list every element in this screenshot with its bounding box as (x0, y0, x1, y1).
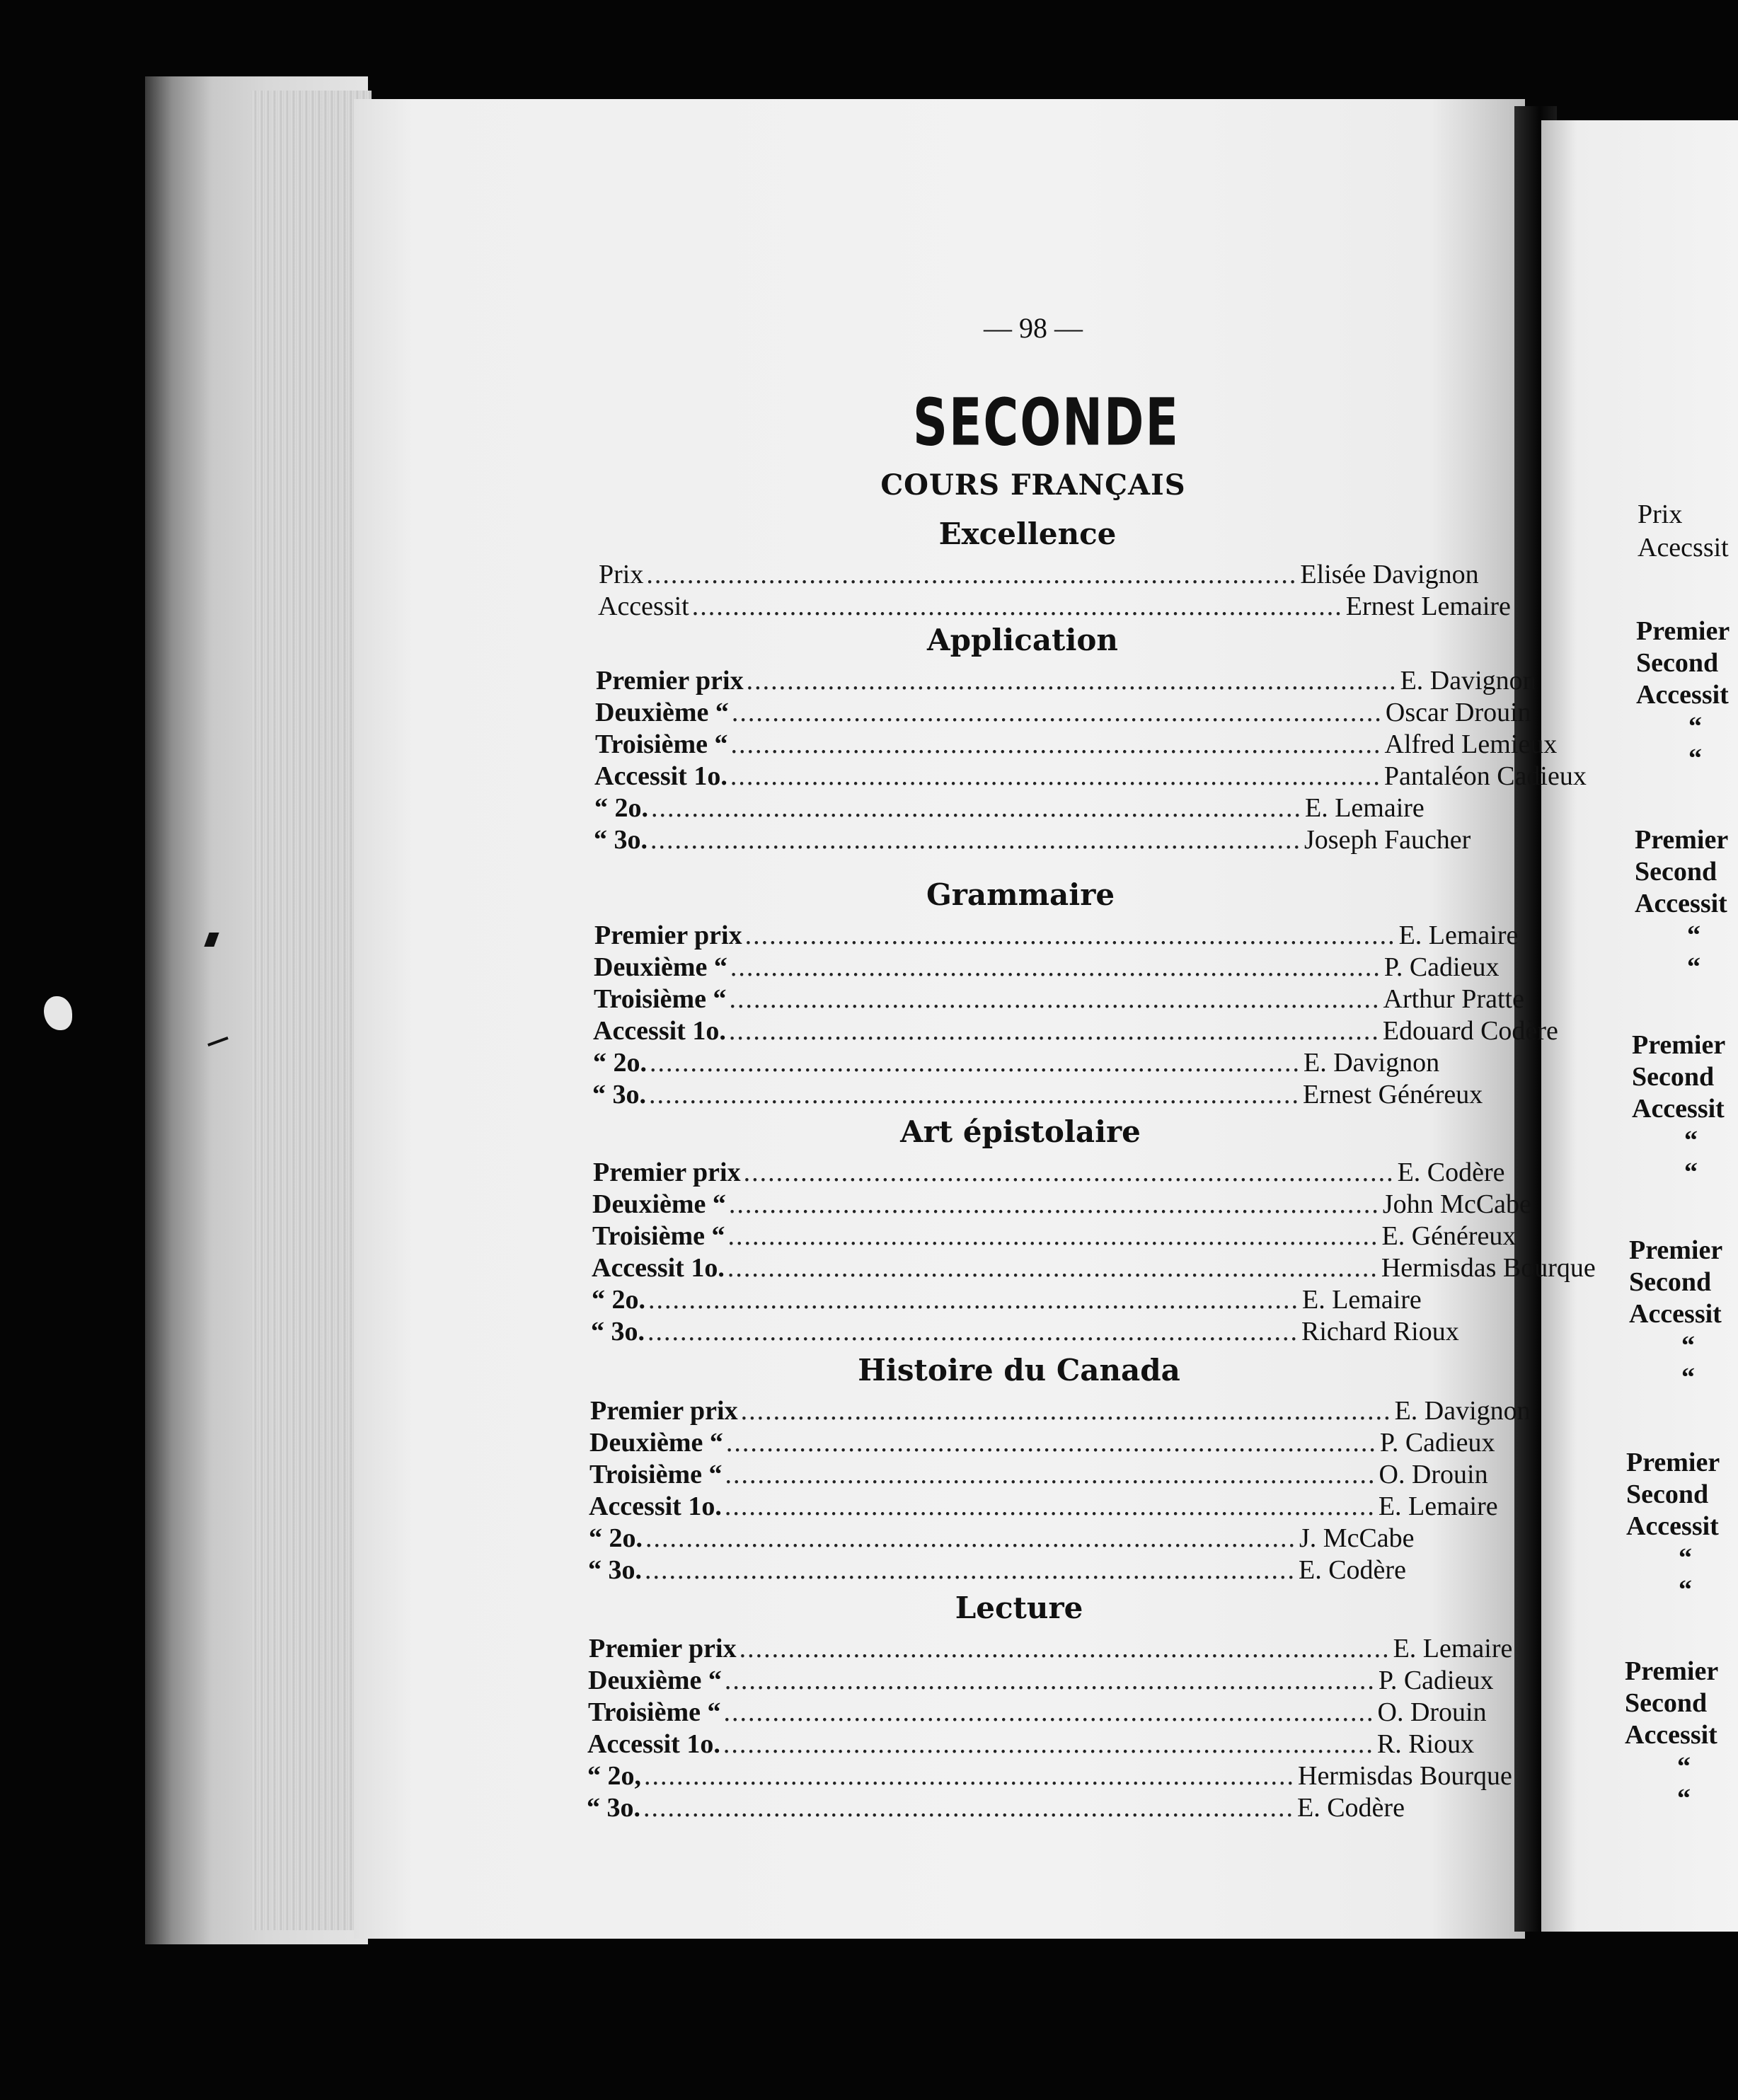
award-recipient: J. McCabe (1299, 1523, 1415, 1553)
award-recipient: P. Cadieux (1378, 1666, 1494, 1695)
right-page-label: “ (1688, 712, 1702, 742)
dot-leader: ................................................................................ (651, 793, 1302, 823)
award-recipient: O. Drouin (1379, 1460, 1488, 1489)
class-title: SECONDE (913, 386, 1180, 461)
right-page-label: Accessit (1632, 1094, 1725, 1124)
right-page-label: Second (1635, 857, 1717, 887)
award-row (595, 697, 1531, 728)
right-page-label: Second (1626, 1479, 1709, 1509)
award-recipient: Hermisdas Bourque (1381, 1253, 1596, 1283)
award-row (592, 1252, 1596, 1283)
dot-leader: ................................................................................ (740, 1396, 1392, 1426)
award-label: Deuxième “ (589, 1428, 723, 1458)
award-label: “ 3o. (592, 1080, 646, 1109)
award-recipient: Joseph Faucher (1304, 825, 1471, 855)
award-row (592, 1284, 1422, 1315)
award-label: “ 3o. (587, 1793, 640, 1823)
right-page-label: Acecssit (1638, 533, 1729, 562)
dot-leader: ................................................................................ (650, 1048, 1301, 1078)
right-page-label: Premier (1625, 1656, 1719, 1686)
award-label: “ 2o. (594, 793, 648, 823)
award-label: Troisième “ (595, 729, 728, 759)
award-row (592, 1221, 1517, 1252)
award-row (587, 1760, 1512, 1792)
dot-leader: ................................................................................ (645, 1523, 1296, 1553)
dot-leader: ................................................................................ (746, 666, 1398, 696)
right-page-label: Accessit (1625, 1720, 1717, 1750)
award-recipient: O. Drouin (1377, 1697, 1487, 1727)
award-label: Premier prix (590, 1396, 738, 1426)
dot-leader: ................................................................................ (648, 1317, 1299, 1346)
award-row (591, 1316, 1459, 1347)
award-recipient: Arthur Pratte (1383, 984, 1524, 1014)
award-recipient: R. Rioux (1376, 1729, 1475, 1759)
dot-leader: ................................................................................ (646, 560, 1298, 589)
award-row (587, 1792, 1405, 1823)
award-label: Premier prix (594, 921, 742, 950)
award-label: Premier prix (596, 666, 744, 696)
right-page-label: Second (1632, 1062, 1715, 1092)
page-number: — 98 — (984, 312, 1083, 344)
award-label: “ 3o. (588, 1555, 642, 1585)
award-recipient: P. Cadieux (1379, 1428, 1495, 1458)
right-page-label: Premier (1636, 616, 1730, 646)
dot-leader: ................................................................................ (724, 1492, 1376, 1521)
award-recipient: Ernest Lemaire (1345, 592, 1511, 621)
dot-leader: ................................................................................ (650, 825, 1301, 855)
dot-leader: ................................................................................ (723, 1697, 1375, 1727)
dot-leader: ................................................................................ (728, 1016, 1380, 1046)
dot-leader: ................................................................................ (723, 1729, 1374, 1759)
award-row (589, 1523, 1415, 1554)
award-label: Accessit 1o. (594, 761, 727, 791)
award-row (590, 1395, 1531, 1426)
award-label: Troisième “ (592, 1221, 725, 1251)
award-label: Deuxième “ (592, 1189, 726, 1219)
award-recipient: Oscar Drouin (1385, 698, 1531, 727)
award-label: Deuxième “ (594, 952, 727, 982)
award-row (593, 1047, 1440, 1078)
award-row (589, 1633, 1513, 1664)
dot-leader: ................................................................................ (727, 1253, 1379, 1283)
right-page-label: “ (1684, 1126, 1698, 1155)
dot-leader: ................................................................................ (649, 1080, 1300, 1109)
dot-leader: ................................................................................ (691, 592, 1343, 621)
dot-leader: ................................................................................ (645, 1555, 1296, 1585)
award-recipient: E. Lemaire (1302, 1285, 1422, 1315)
award-row (596, 665, 1536, 696)
award-recipient: Edouard Codère (1382, 1016, 1558, 1046)
award-label: Premier prix (593, 1158, 741, 1187)
dot-leader: ................................................................................ (743, 1158, 1395, 1187)
section-heading: Excellence (938, 517, 1117, 551)
award-row (594, 952, 1500, 983)
dot-leader: ................................................................................ (644, 1761, 1295, 1791)
dot-leader: ................................................................................ (725, 1460, 1376, 1489)
right-page-label: Accessit (1629, 1299, 1722, 1329)
award-recipient: E. Davignon (1400, 666, 1536, 696)
award-recipient: Richard Rioux (1301, 1317, 1459, 1346)
award-row (592, 1079, 1483, 1110)
award-row (594, 920, 1519, 951)
right-page-label: “ (1681, 1363, 1695, 1392)
award-label: “ 3o. (594, 825, 648, 855)
award-recipient: E. Lemaire (1305, 793, 1425, 823)
dot-leader: ................................................................................ (724, 1666, 1376, 1695)
award-label: “ 2o. (592, 1285, 645, 1315)
award-recipient: E. Lemaire (1378, 1492, 1498, 1521)
award-row (587, 1729, 1475, 1760)
award-row (594, 824, 1471, 855)
right-page-label: “ (1677, 1784, 1691, 1813)
award-row (593, 1015, 1558, 1046)
right-page-label: Accessit (1636, 680, 1729, 710)
section-heading: Application (927, 623, 1118, 657)
award-label: Accessit 1o. (589, 1492, 722, 1521)
award-row (595, 729, 1558, 760)
award-row (588, 1697, 1487, 1728)
award-recipient: E. Codère (1397, 1158, 1505, 1187)
award-recipient: E. Codère (1299, 1555, 1406, 1585)
award-label: Troisième “ (588, 1697, 721, 1727)
award-recipient: E. Codère (1297, 1793, 1405, 1823)
right-page-label: Second (1625, 1688, 1708, 1718)
award-row (594, 792, 1425, 824)
dot-leader: ................................................................................ (648, 1285, 1299, 1315)
award-row (588, 1665, 1494, 1696)
right-page-label: Prix (1638, 500, 1683, 529)
right-page-label: “ (1681, 1331, 1695, 1361)
award-label: Accessit 1o. (587, 1729, 720, 1759)
award-recipient: Ernest Généreux (1303, 1080, 1483, 1109)
right-page-label: Premier (1629, 1235, 1723, 1265)
section-heading: Grammaire (926, 877, 1115, 912)
award-recipient: E. Davignon (1394, 1396, 1531, 1426)
dot-leader: ................................................................................ (729, 984, 1381, 1014)
right-page-label: Accessit (1635, 889, 1727, 918)
dot-leader: ................................................................................ (730, 729, 1382, 759)
award-label: “ 2o. (593, 1048, 647, 1078)
award-recipient: P. Cadieux (1383, 952, 1500, 982)
right-page-label: “ (1684, 1158, 1698, 1187)
dot-leader: ................................................................................ (643, 1793, 1294, 1823)
award-recipient: E. Davignon (1304, 1048, 1440, 1078)
award-row (594, 983, 1524, 1015)
section-heading: Lecture (955, 1591, 1083, 1625)
dot-leader: ................................................................................ (730, 952, 1381, 982)
right-page-label: Premier (1626, 1448, 1720, 1477)
award-label: Accessit (598, 592, 689, 621)
award-recipient: Elisée Davignon (1300, 560, 1479, 589)
award-row (589, 1459, 1488, 1490)
award-recipient: Hermisdas Bourque (1298, 1761, 1512, 1791)
dot-leader: ................................................................................ (728, 1189, 1380, 1219)
right-page-label: Premier (1632, 1030, 1726, 1060)
right-page-label: “ (1679, 1575, 1692, 1605)
award-recipient: E. Généreux (1381, 1221, 1517, 1251)
course-title: COURS FRANÇAIS (880, 468, 1186, 502)
award-label: Troisième “ (594, 984, 727, 1014)
dot-leader: ................................................................................ (744, 921, 1396, 950)
award-row (598, 591, 1511, 622)
right-page-label: “ (1687, 952, 1700, 982)
award-recipient: John McCabe (1382, 1189, 1531, 1219)
award-row (589, 1491, 1498, 1522)
award-label: Deuxième “ (588, 1666, 722, 1695)
award-label: Prix (599, 560, 644, 589)
dot-leader: ................................................................................ (727, 1221, 1379, 1251)
award-label: Accessit 1o. (593, 1016, 726, 1046)
award-recipient: E. Lemaire (1398, 921, 1519, 950)
award-row (589, 1427, 1495, 1458)
dot-leader: ................................................................................ (725, 1428, 1377, 1458)
award-row (599, 559, 1479, 590)
award-label: Premier prix (589, 1634, 737, 1663)
right-page-label: Premier (1635, 825, 1729, 855)
award-label: Accessit 1o. (592, 1253, 725, 1283)
right-page-label: Second (1629, 1267, 1712, 1297)
section-heading: Histoire du Canada (858, 1353, 1180, 1388)
award-row (594, 761, 1587, 792)
right-page-label: “ (1688, 744, 1702, 773)
dot-leader: ................................................................................ (739, 1634, 1391, 1663)
right-page-label: Second (1636, 648, 1719, 678)
award-recipient: Pantaléon Cadieux (1383, 761, 1587, 791)
award-label: “ 3o. (591, 1317, 645, 1346)
award-label: “ 2o. (589, 1523, 643, 1553)
award-label: Troisième “ (589, 1460, 723, 1489)
award-recipient: E. Lemaire (1393, 1634, 1513, 1663)
award-row (592, 1189, 1531, 1220)
right-page-label: “ (1677, 1752, 1691, 1782)
right-page-label: “ (1679, 1543, 1692, 1573)
film-speck (44, 996, 72, 1030)
award-recipient: Alfred Lemieux (1384, 729, 1558, 759)
award-row (588, 1554, 1406, 1586)
award-label: Deuxième “ (595, 698, 729, 727)
section-heading: Art épistolaire (900, 1114, 1141, 1149)
dot-leader: ................................................................................ (730, 761, 1381, 791)
right-page-label: “ (1687, 921, 1700, 950)
dot-leader: ................................................................................ (731, 698, 1383, 727)
award-row (593, 1157, 1505, 1188)
award-label: “ 2o, (587, 1761, 641, 1791)
right-page-label: Accessit (1626, 1511, 1719, 1541)
